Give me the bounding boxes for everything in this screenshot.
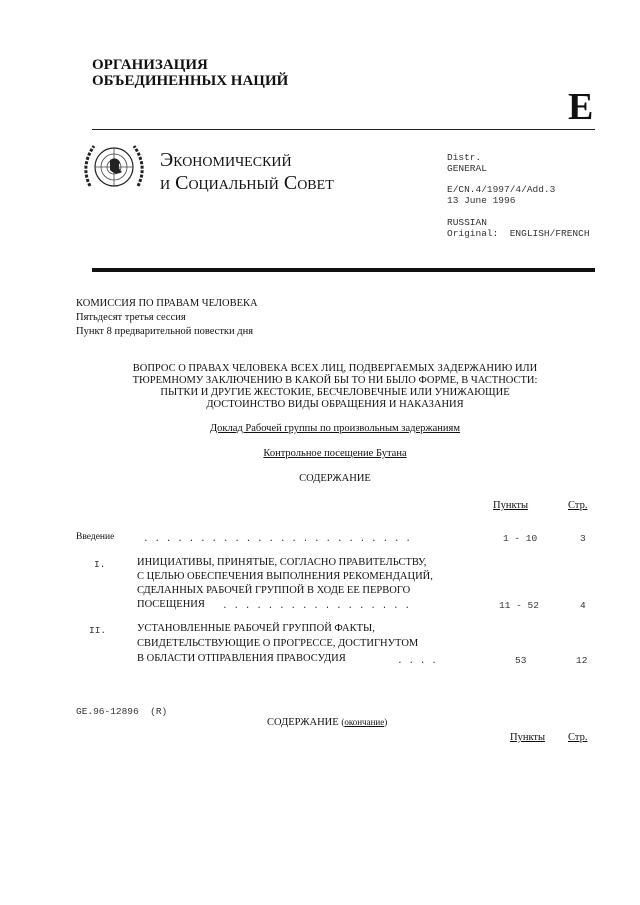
session: Пятьдесят третья сессия <box>76 312 186 323</box>
thick-rule <box>92 268 595 272</box>
toc-entry-title[interactable]: УСТАНОВЛЕННЫЕ РАБОЧЕЙ ГРУППОЙ ФАКТЫ, <box>137 623 375 634</box>
col-paras: Пункты <box>510 732 546 743</box>
language: RUSSIAN <box>447 217 487 228</box>
toc-dots: . . . . . . . . . . . . . . . . . <box>222 600 411 611</box>
toc-entry-title[interactable]: С ЦЕЛЬЮ ОБЕСПЕЧЕНИЯ ВЫПОЛНЕНИЯ РЕКОМЕНДАЦИЙ, <box>137 571 433 582</box>
toc-entry-title[interactable]: ПОСЕЩЕНИЯ <box>137 599 205 610</box>
title-line: ДОСТОИНСТВО ВИДЫ ОБРАЩЕНИЯ И НАКАЗАНИЯ <box>206 399 464 410</box>
toc-dots: . . . . <box>397 655 437 666</box>
toc-entry-title[interactable]: В ОБЛАСТИ ОТПРАВЛЕНИЯ ПРАВОСУДИЯ <box>137 653 346 664</box>
toc-paras: 1 - 10 <box>503 533 538 544</box>
original-language: Original: ENGLISH/FRENCH <box>447 228 590 239</box>
visit-title: Контрольное посещение Бутана <box>263 448 407 459</box>
toc-entry-title[interactable]: Введение <box>76 532 115 542</box>
toc-page: 4 <box>580 600 586 611</box>
agenda-item: Пункт 8 предварительной повестки дня <box>76 326 254 337</box>
continued-label: окончание <box>344 717 385 727</box>
un-emblem-icon <box>80 138 148 198</box>
toc-paras: 53 <box>515 655 527 666</box>
contents-heading: СОДЕРЖАНИЕ <box>299 473 371 484</box>
toc-entry-title[interactable]: СДЕЛАННЫХ РАБОЧЕЙ ГРУППОЙ В ХОДЕ ЕЕ ПЕРВОГО <box>137 585 411 596</box>
document-date: 13 June 1996 <box>447 195 516 206</box>
toc-paras: 11 - 52 <box>499 600 539 611</box>
toc-entry-title[interactable]: СВИДЕТЕЛЬСТВУЮЩИЕ О ПРОГРЕССЕ, ДОСТИГНУТОМ <box>137 638 419 649</box>
toc-num: I. <box>94 559 106 570</box>
commission: КОМИССИЯ ПО ПРАВАМ ЧЕЛОВЕКА <box>76 298 258 309</box>
org-name-line1: ОРГАНИЗАЦИЯ <box>92 57 208 73</box>
distribution: GENERAL <box>447 163 487 174</box>
toc-dots: . . . . . . . . . . . . . . . . . . . . . . . . <box>143 533 411 544</box>
distr-label: Distr. <box>447 152 482 163</box>
contents-continued-heading: СОДЕРЖАНИЕ (окончание) <box>267 717 388 728</box>
thin-rule <box>92 129 595 130</box>
contents-heading: СОДЕРЖАНИЕ <box>267 717 339 728</box>
toc-entry-title[interactable]: ИНИЦИАТИВЫ, ПРИНЯТЫЕ, СОГЛАСНО ПРАВИТЕЛЬСТВУ, <box>137 557 427 568</box>
col-page: Стр. <box>568 732 588 743</box>
language-letter: E <box>568 86 594 128</box>
council-name-line1: Экономический <box>160 149 292 171</box>
report-title: Доклад Рабочей группы по произвольным задержаниям <box>209 423 460 434</box>
org-name-line2: ОБЪЕДИНЕННЫХ НАЦИЙ <box>92 73 289 89</box>
col-paras: Пункты <box>493 500 529 511</box>
council-name-line2: и Социальный Совет <box>160 172 334 194</box>
title-line: ПЫТКИ И ДРУГИЕ ЖЕСТОКИЕ, БЕСЧЕЛОВЕЧНЫЕ ИЛИ УНИЖАЮЩИЕ <box>160 387 510 398</box>
toc-page: 12 <box>576 655 588 666</box>
title-line: ТЮРЕМНОМУ ЗАКЛЮЧЕНИЮ В КАКОЙ БЫ ТО НИ БЫЛО ФОРМЕ, В ЧАСТНОСТИ: <box>132 375 538 386</box>
toc-page: 3 <box>580 533 586 544</box>
document-symbol: E/CN.4/1997/4/Add.3 <box>447 184 556 195</box>
col-page: Стр. <box>568 500 588 511</box>
job-number: GE.96-12896 (R) <box>76 706 168 717</box>
title-line: ВОПРОС О ПРАВАХ ЧЕЛОВЕКА ВСЕХ ЛИЦ, ПОДВЕРГАЕМЫХ ЗАДЕРЖАНИЮ ИЛИ <box>132 363 538 374</box>
toc-num: II. <box>89 625 107 636</box>
